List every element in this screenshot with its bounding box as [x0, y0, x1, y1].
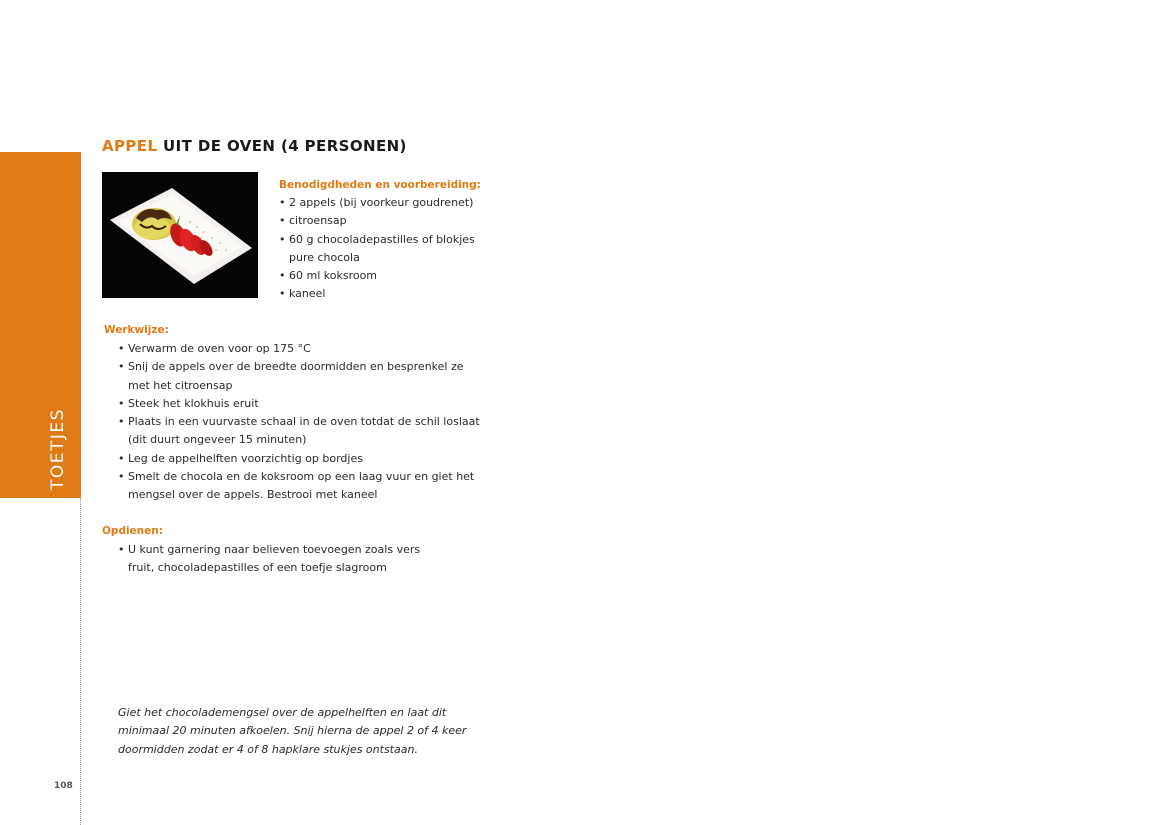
dessert-plate-illustration	[102, 172, 258, 298]
recipe-title	[102, 137, 407, 155]
method-step: • Plaats in een vuurvaste schaal in de oven totdat de schil loslaat (dit duurt ongeveer 15 minuten)	[118, 413, 488, 450]
serving-item: • U kunt garnering naar believen toevoegen zoals vers fruit, chocoladepastilles of een toefje slagroom	[118, 541, 448, 578]
method-step: • Steek het klokhuis eruit	[118, 395, 524, 413]
recipe-photo	[102, 172, 258, 298]
ingredient-item: • 2 appels (bij voorkeur goudrenet)	[279, 194, 539, 212]
ingredient-item: • kaneel	[279, 285, 539, 303]
method-steps-list	[118, 340, 524, 505]
recipe-title-accent: APPEL	[102, 137, 158, 155]
section-tab-label: TOETJES	[48, 408, 68, 490]
method-step: • Leg de appelhelften voorzichtig op bordjes	[118, 450, 524, 468]
method-heading: Werkwijze:	[104, 324, 169, 336]
ingredients-heading: Benodigdheden en voorbereiding:	[279, 179, 481, 191]
serving-list	[118, 541, 522, 578]
method-step: • Verwarm de oven voor op 175 °C	[118, 340, 524, 358]
page-number: 108	[54, 781, 73, 791]
ingredient-item: • 60 ml koksroom	[279, 267, 539, 285]
method-step: • Smelt de chocola en de koksroom op een laag vuur en giet het mengsel over de appels. Bestrooi met kaneel	[118, 468, 513, 505]
ingredient-item: • citroensap	[279, 212, 539, 230]
serving-heading: Opdienen:	[102, 525, 163, 537]
margin-divider	[80, 498, 81, 825]
section-tab	[0, 152, 81, 498]
ingredients-section	[279, 178, 539, 304]
recipe-tip: Giet het chocolademengsel over de appelhelften en laat dit minimaal 20 minuten afkoelen. Snij hierna de appel 2 of 4 keer doormidden zodat er 4 of 8 hapklare stukjes ontstaan.	[118, 706, 467, 756]
method-step: • Snij de appels over de breedte doormidden en besprenkel ze met het citroensap	[118, 358, 478, 395]
serving-section	[102, 524, 522, 578]
method-section	[104, 323, 524, 505]
recipe-title-rest: UIT DE OVEN (4 PERSONEN)	[157, 137, 407, 155]
ingredient-item: • 60 g chocoladepastilles of blokjes pure chocola	[279, 231, 499, 268]
ingredients-list	[279, 194, 539, 304]
